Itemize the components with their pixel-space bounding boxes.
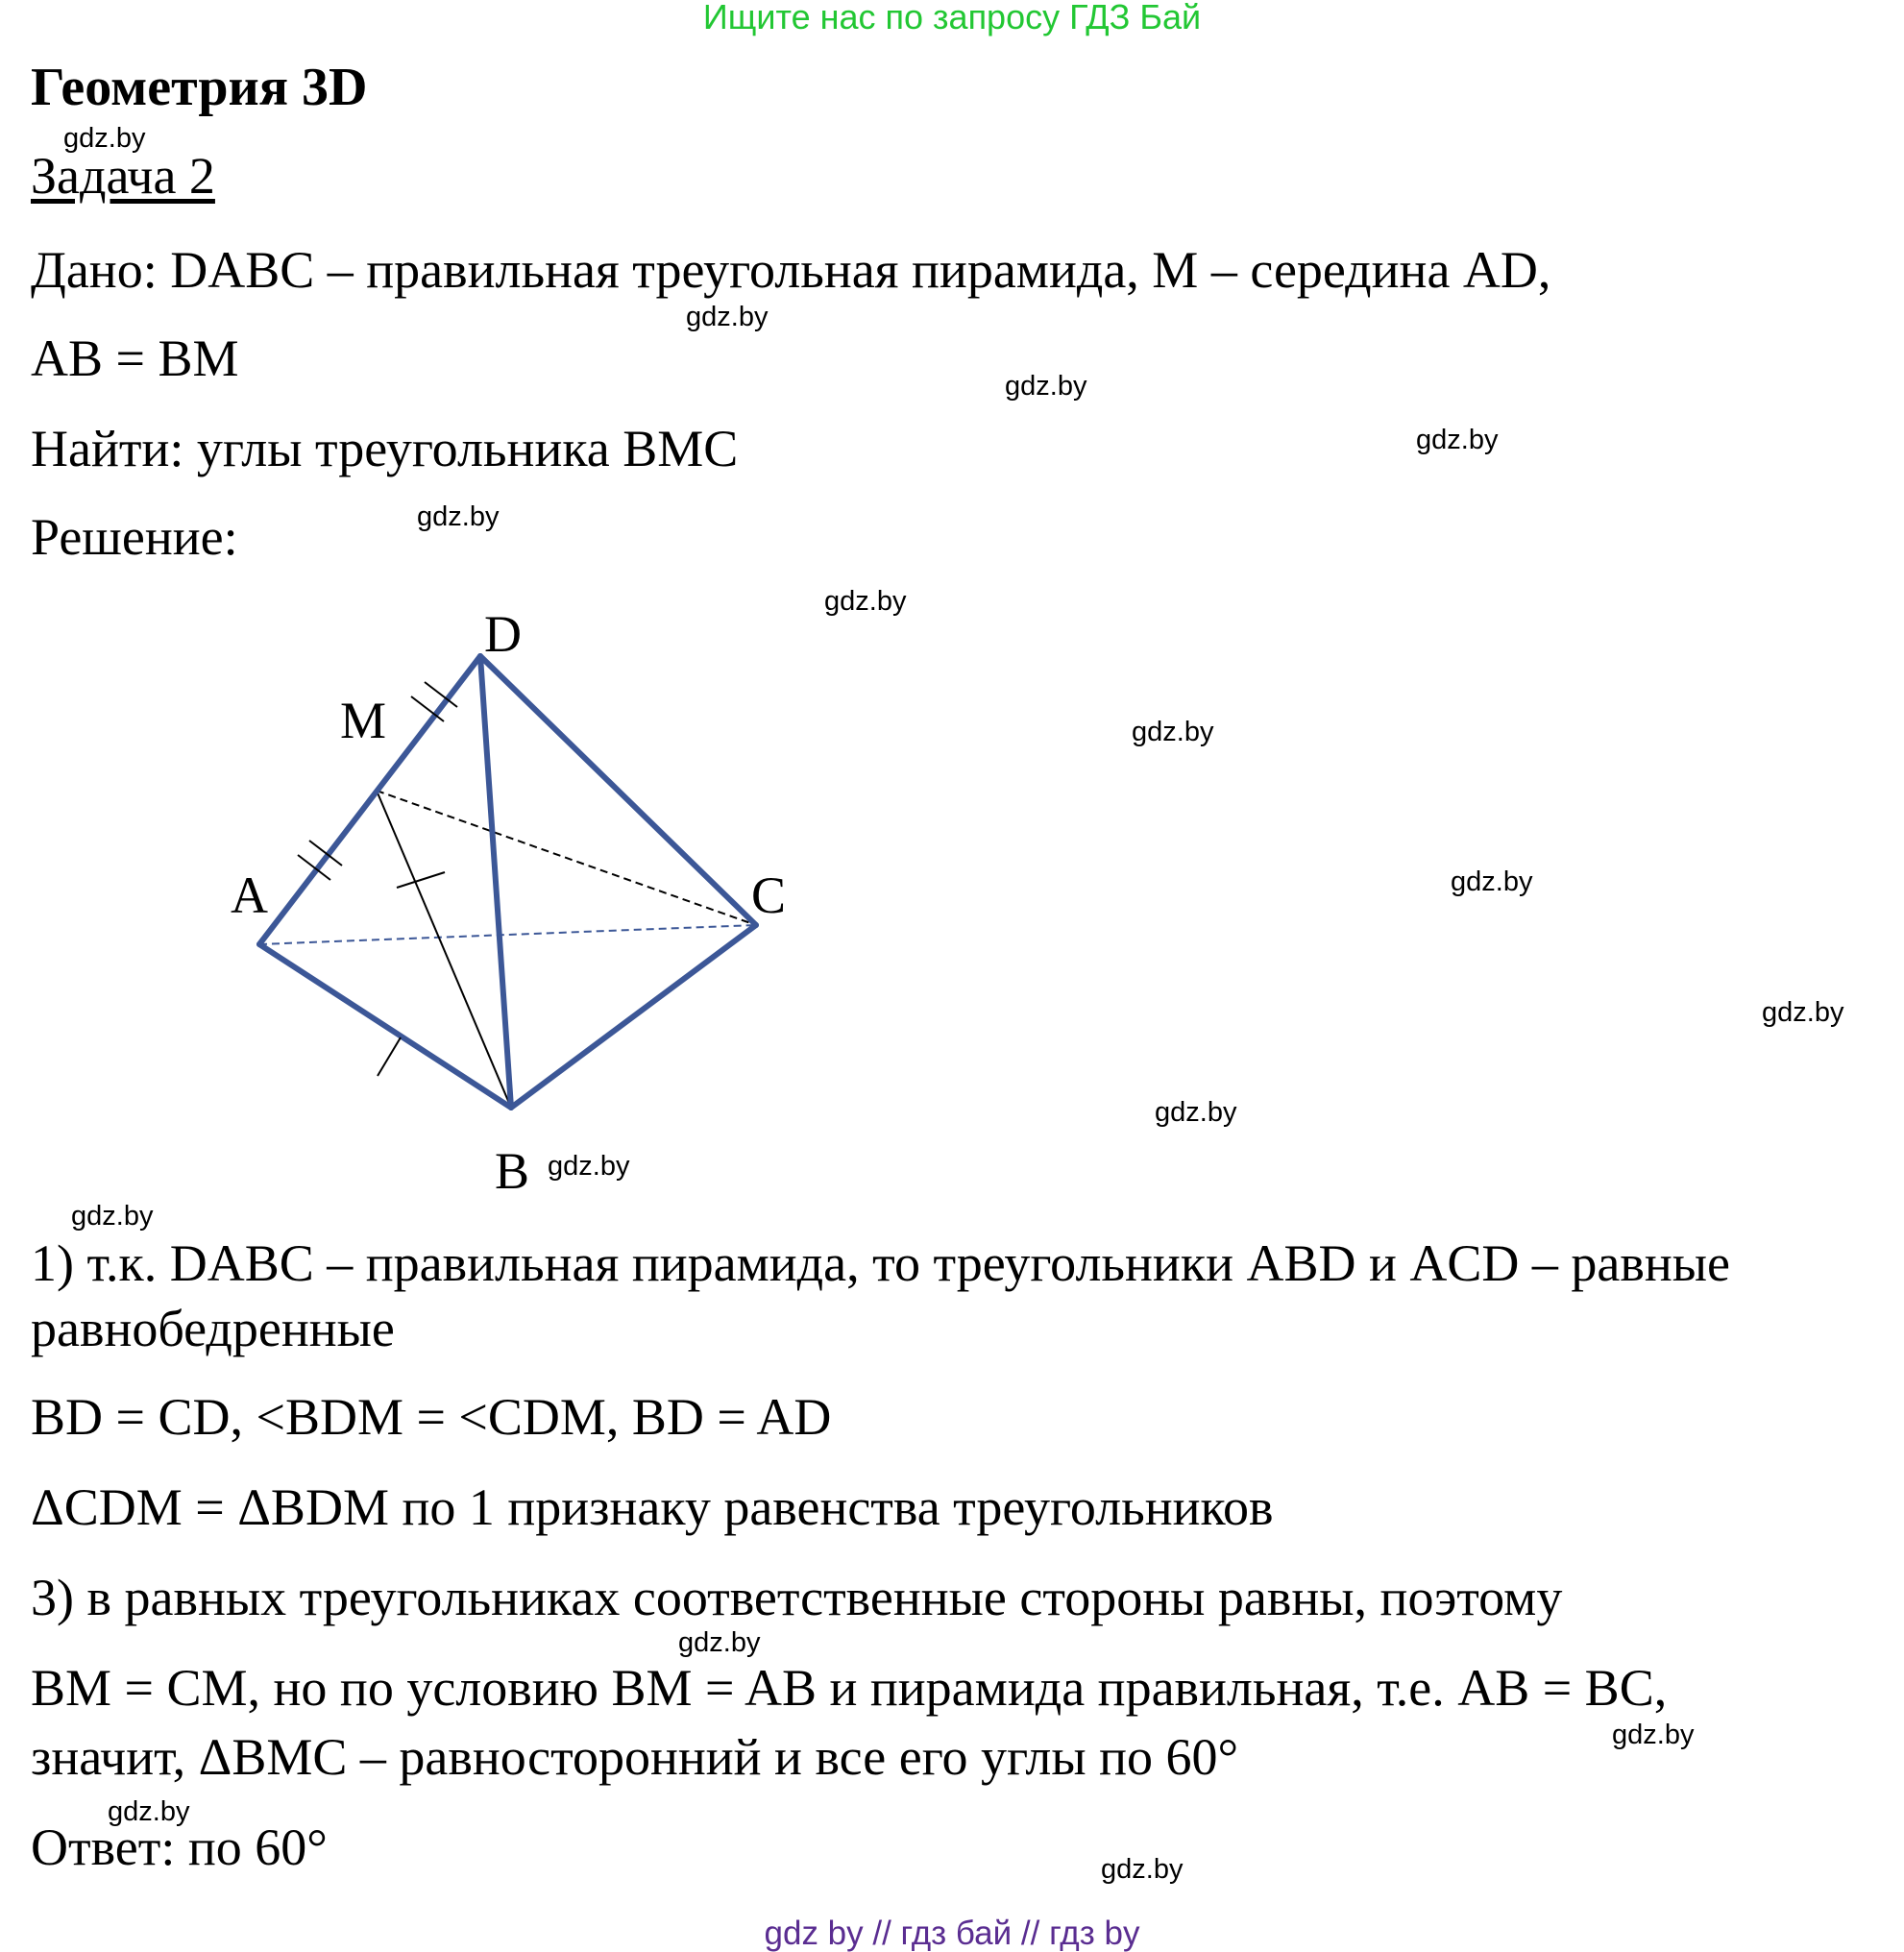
- tick-mb: [397, 872, 445, 888]
- watermark: gdz.by: [548, 1151, 630, 1182]
- watermark: gdz.by: [824, 586, 907, 617]
- answer-line: Ответ: по 60°: [31, 1818, 328, 1876]
- conclusion-line-2: значит, ΔBMC – равносторонний и все его углы по 60°: [31, 1728, 1239, 1786]
- label-a: A: [231, 866, 268, 924]
- top-banner: Ищите нас по запросу ГДЗ Бай: [702, 0, 1202, 37]
- watermark: gdz.by: [686, 302, 769, 332]
- watermark: gdz.by: [1155, 1097, 1237, 1128]
- watermark: gdz.by: [1762, 997, 1844, 1028]
- solution-label: Решение:: [31, 508, 238, 566]
- watermark: gdz.by: [417, 501, 500, 532]
- watermark: gdz.by: [1416, 425, 1499, 455]
- find-line: Найти: углы треугольника BMC: [31, 420, 739, 477]
- label-d: D: [484, 605, 522, 663]
- label-b: B: [495, 1142, 530, 1200]
- edge-db: [480, 656, 511, 1108]
- equality-line-2: ΔCDM = ΔBDM по 1 признаку равенства треугольников: [31, 1478, 1274, 1536]
- page-heading: Геометрия 3D: [31, 58, 368, 117]
- segment-mc-dashed: [377, 791, 756, 925]
- task-title: Задача 2: [31, 147, 215, 205]
- watermark: gdz.by: [678, 1627, 761, 1658]
- edge-dc: [480, 656, 756, 925]
- step1-line-2: равнобедренные: [31, 1300, 395, 1357]
- watermark: gdz.by: [71, 1201, 154, 1232]
- label-c: C: [751, 866, 787, 924]
- label-m: M: [340, 692, 387, 749]
- step1-line-1: 1) т.к. DABC – правильная пирамида, то треугольники ABD и ACD – равные: [31, 1234, 1731, 1292]
- edge-ac-hidden: [259, 925, 756, 944]
- edge-ab: [259, 944, 511, 1108]
- edge-bc: [511, 925, 756, 1108]
- watermark: gdz.by: [1132, 717, 1214, 747]
- watermark: gdz.by: [1451, 866, 1533, 897]
- tick-ab: [378, 1037, 401, 1076]
- watermark: gdz.by: [1005, 371, 1087, 402]
- equality-line-1: BD = CD, <BDM = <CDM, BD = AD: [31, 1388, 832, 1446]
- pyramid-figure: [211, 596, 788, 1201]
- watermark: gdz.by: [1612, 1720, 1695, 1750]
- watermark: gdz.by: [63, 123, 146, 154]
- step3-line: 3) в равных треугольниках соответственные стороны равны, поэтому: [31, 1569, 1563, 1626]
- watermark: gdz.by: [1101, 1854, 1184, 1885]
- footer-text: gdz by // гдз бай // гдз by: [764, 1915, 1140, 1952]
- given-line-2: AB = BM: [31, 329, 239, 387]
- watermark: gdz.by: [108, 1796, 190, 1827]
- given-line-1: Дано: DABC – правильная треугольная пирамида, M – середина AD,: [31, 241, 1551, 299]
- conclusion-line-1: BM = CM, но по условию BM = AB и пирамида правильная, т.е. AB = BC,: [31, 1659, 1668, 1717]
